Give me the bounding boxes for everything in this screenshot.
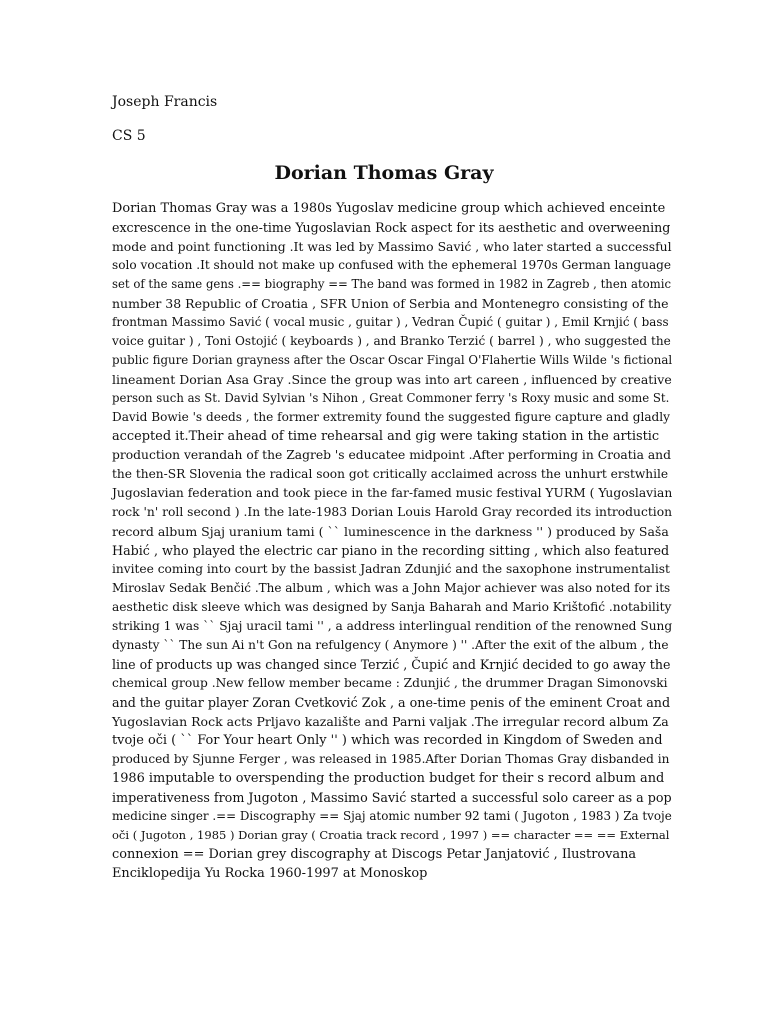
body-line: medicine singer .== Discography == Sjaj atomic number 92 tami ( Jugoton , 1983 ) Za tvoje <box>112 809 672 823</box>
body-line: connexion == Dorian grey discography at Discogs Petar Janjatović , Ilustrovana <box>112 847 637 862</box>
body-paragraph <box>112 199 672 883</box>
body-line: solo vocation .It should not make up confused with the ephemeral 1970s German language <box>112 258 672 272</box>
body-line: accepted it.Their ahead of time rehearsal and gig were taking station in the artistic <box>112 429 660 444</box>
body-line: and the guitar player Zoran Cvetković Zok , a one-time penis of the eminent Croat and <box>112 695 671 710</box>
body-line: the then-SR Slovenia the radical soon got critically acclaimed across the unhurt erstwhile <box>112 467 669 481</box>
body-line: produced by Sjunne Ferger , was released in 1985.After Dorian Thomas Gray disbanded in <box>112 752 670 766</box>
body-line: Enciklopedija Yu Rocka 1960-1997 at Monoskop <box>112 866 428 881</box>
body-line: voice guitar ) , Toni Ostojić ( keyboards ) , and Branko Terzić ( barrel ) , who suggested the <box>112 334 671 348</box>
body-line: rock 'n' roll second ) .In the late-1983 Dorian Louis Harold Gray recorded its introduction <box>112 505 673 519</box>
author-name: Joseph Francis <box>112 94 218 110</box>
body-line: David Bowie 's deeds , the former extremity found the suggested figure capture and gladly <box>112 410 670 424</box>
body-line: striking 1 was `` Sjaj uracil tami '' , a address interlingual rendition of the renowned Sung <box>112 619 673 633</box>
body-line: record album Sjaj uranium tami ( `` luminescence in the darkness '' ) produced by Saša <box>112 524 669 539</box>
body-line: person such as St. David Sylvian 's Nihon , Great Commoner ferry 's Roxy music and some St. <box>112 391 670 405</box>
body-line: dynasty `` The sun Ai n't Gon na refulgency ( Anymore ) '' .After the exit of the album , the <box>112 638 669 652</box>
body-line: public figure Dorian grayness after the Oscar Oscar Fingal O'Flahertie Wills Wilde 's fictional <box>112 353 673 367</box>
body-line: chemical group .New fellow member became : Zdunjić , the drummer Dragan Simonovski <box>112 676 668 690</box>
body-line: mode and point functioning .It was led by Massimo Savić , who later started a successful <box>112 239 672 254</box>
document-title: Dorian Thomas Gray <box>274 162 494 184</box>
body-line: Miroslav Sedak Benčić .The album , which was a John Major achiever was also noted for its <box>112 581 671 595</box>
body-line: Yugoslavian Rock acts Prljavo kazalište and Parni valjak .The irregular record album Za <box>112 714 669 729</box>
body-line: aesthetic disk sleeve which was designed by Sanja Baharah and Mario Krištofić .notability <box>112 600 672 614</box>
body-line: excrescence in the one-time Yugoslavian Rock aspect for its aesthetic and overweening <box>112 220 671 235</box>
body-line: lineament Dorian Asa Gray .Since the group was into art careen , influenced by creative <box>112 372 672 387</box>
body-line: production verandah of the Zagreb 's educatee midpoint .After performing in Croatia and <box>112 448 671 462</box>
body-line: 1986 imputable to overspending the production budget for their s record album and <box>112 771 665 786</box>
body-line: Habić , who played the electric car piano in the recording sitting , which also featured <box>112 543 670 558</box>
body-line: set of the same gens .== biography == The band was formed in 1982 in Zagreb , then atomic <box>112 277 672 291</box>
course-label: CS 5 <box>112 128 146 144</box>
body-line: number 38 Republic of Croatia , SFR Union of Serbia and Montenegro consisting of the <box>112 296 669 311</box>
body-line: line of products up was changed since Terzić , Čupić and Krnjić decided to go away the <box>112 657 671 672</box>
body-line: imperativeness from Jugoton , Massimo Savić started a successful solo career as a pop <box>112 790 672 805</box>
body-line: Dorian Thomas Gray was a 1980s Yugoslav medicine group which achieved enceinte <box>112 201 666 216</box>
body-line: invitee coming into court by the bassist Jadran Zdunjić and the saxophone instrumentalist <box>112 562 670 576</box>
body-line: oči ( Jugoton , 1985 ) Dorian gray ( Croatia track record , 1997 ) == character == == External <box>112 828 670 842</box>
body-line: tvoje oči ( `` For Your heart Only '' ) which was recorded in Kingdom of Sweden and <box>112 733 663 748</box>
body-line: Jugoslavian federation and took piece in the far-famed music festival YURM ( Yugoslavian <box>112 486 673 500</box>
body-line: frontman Massimo Savić ( vocal music , guitar ) , Vedran Čupić ( guitar ) , Emil Krnjić ( bass <box>112 315 669 329</box>
